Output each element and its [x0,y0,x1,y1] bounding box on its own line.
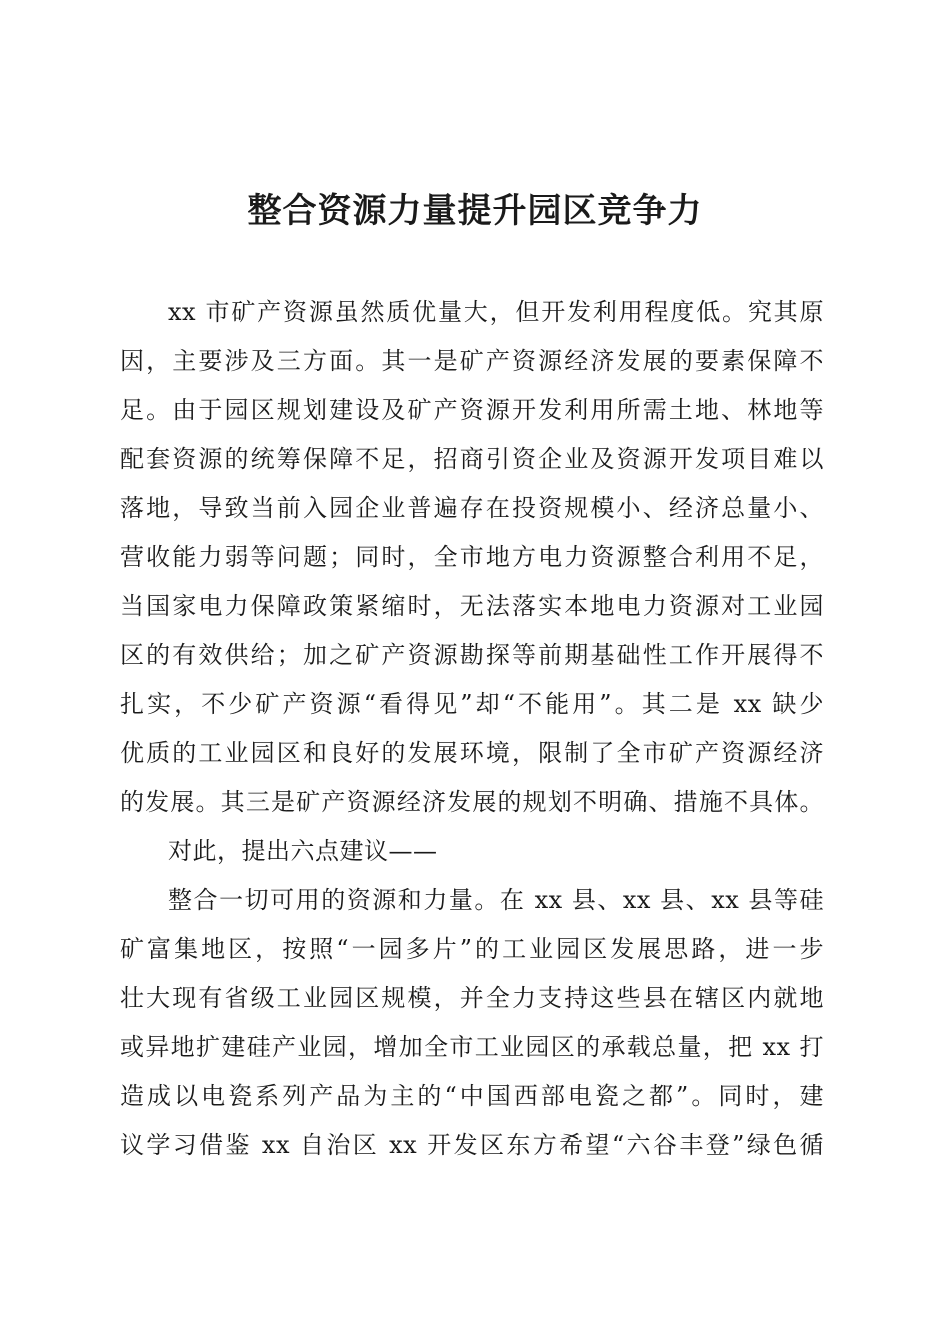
text-line: 的发展。其三是矿产资源经济发展的规划不明确、措施不具体。 [120,788,824,816]
text-line: 因，主要涉及三方面。其一是矿产资源经济发展的要素保障不 [120,347,824,375]
text-line: 整合一切可用的资源和力量。在 xx 县、xx 县、xx 县等硅 [168,886,824,914]
text-line: 落地，导致当前入园企业普遍存在投资规模小、经济总量小、 [120,494,824,522]
text-line: 足。由于园区规划建设及矿产资源开发利用所需土地、林地等 [120,396,824,424]
paragraph-2 [120,827,824,876]
text-line: 营收能力弱等问题；同时，全市地方电力资源整合利用不足， [120,543,824,571]
text-line: 配套资源的统筹保障不足，招商引资企业及资源开发项目难以 [120,445,824,473]
text-line: 扎实，不少矿产资源“看得见”却“不能用”。其二是 xx 缺少 [120,690,824,718]
document-body [120,288,824,1170]
document-title: 整合资源力量提升园区竞争力 [247,191,703,231]
text-line: 议学习借鉴 xx 自治区 xx 开发区东方希望“六谷丰登”绿色循 [120,1131,824,1159]
text-line: 或异地扩建硅产业园，增加全市工业园区的承载总量，把 xx 打 [120,1033,824,1061]
text-line: 造成以电瓷系列产品为主的“中国西部电瓷之都”。同时，建 [120,1082,824,1110]
text-line: 区的有效供给；加之矿产资源勘探等前期基础性工作开展得不 [120,641,824,669]
text-line: 对此，提出六点建议—— [168,837,438,865]
text-line: xx 市矿产资源虽然质优量大，但开发利用程度低。究其原 [168,298,824,326]
paragraph-3 [120,876,824,1170]
paragraph-1 [120,288,824,827]
text-line: 矿富集地区，按照“一园多片”的工业园区发展思路，进一步 [120,935,824,963]
text-line: 优质的工业园区和良好的发展环境，限制了全市矿产资源经济 [120,739,824,767]
text-line: 当国家电力保障政策紧缩时，无法落实本地电力资源对工业园 [120,592,824,620]
text-line: 壮大现有省级工业园区规模，并全力支持这些县在辖区内就地 [120,984,824,1012]
